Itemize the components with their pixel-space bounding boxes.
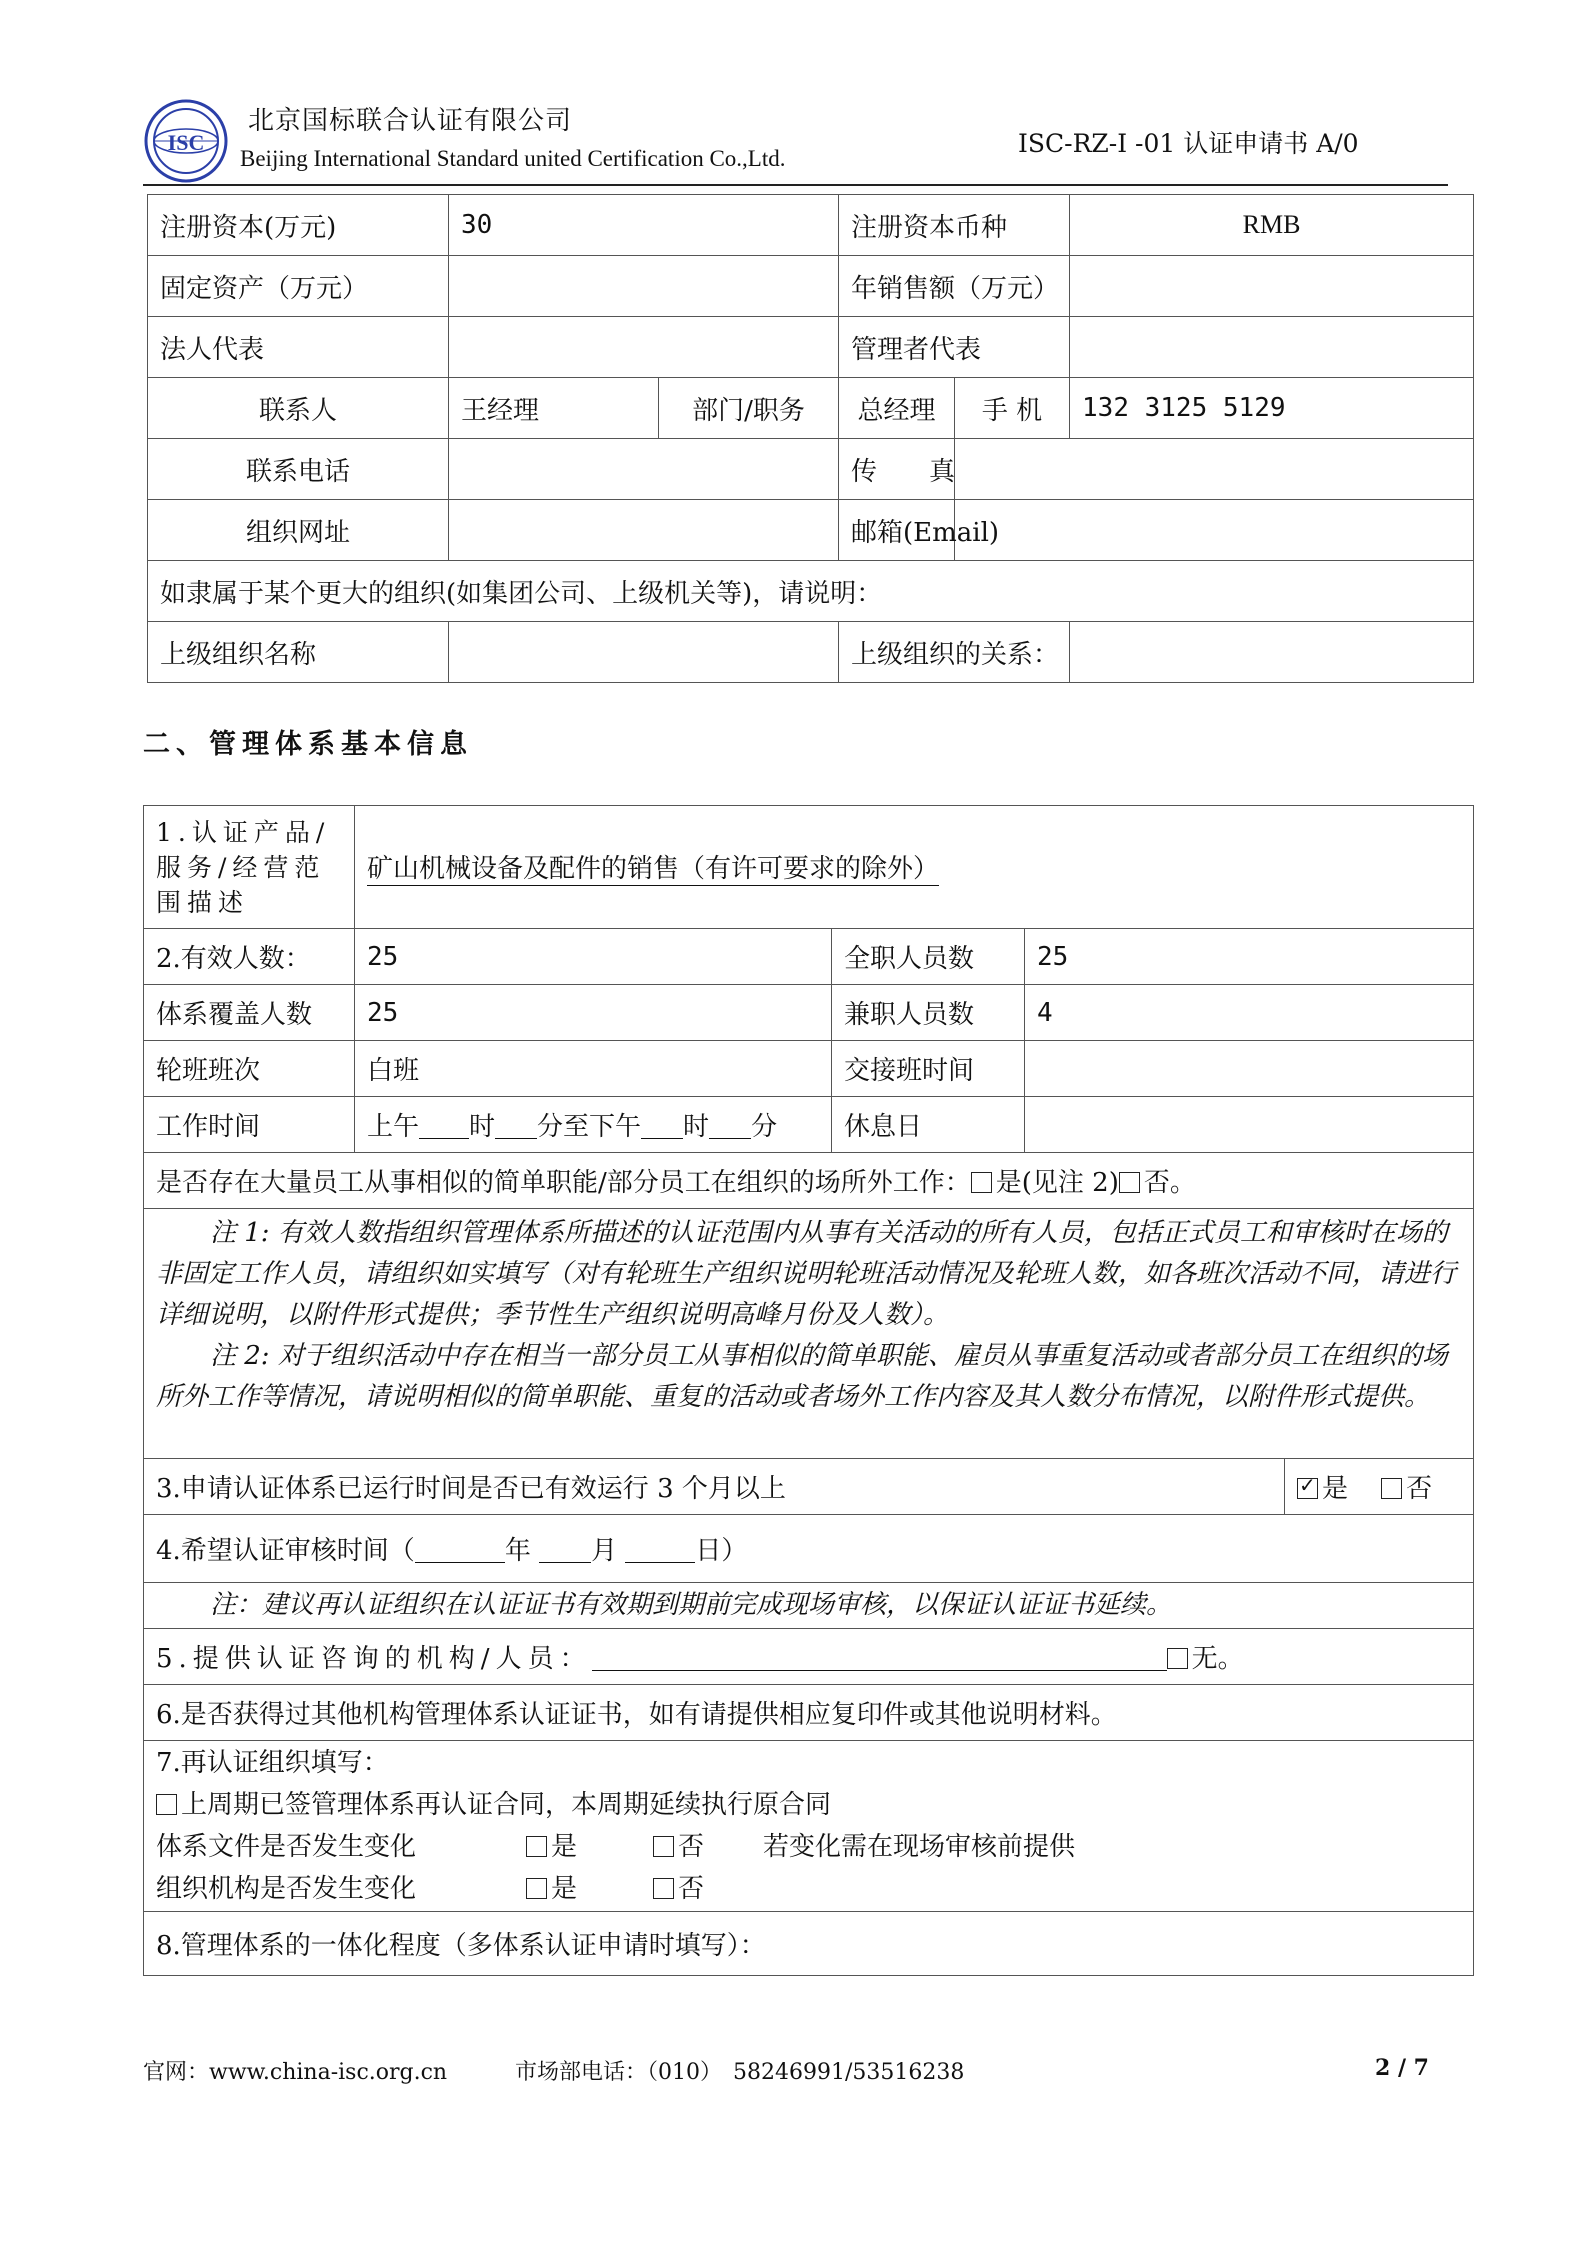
notes-cell: [144, 1209, 1474, 1459]
mgmt-rep-field[interactable]: [1070, 317, 1474, 378]
fulltime-label: 全职人员数: [832, 929, 1025, 985]
fixed-assets-field[interactable]: [449, 256, 839, 317]
logo-text: ISC: [167, 130, 205, 155]
reg-currency-label: 注册资本币种: [839, 195, 1070, 256]
q8-label: 8.管理体系的一体化程度（多体系认证申请时填写）：: [144, 1912, 1474, 1976]
mobile-field[interactable]: 132 3125 5129: [1070, 378, 1474, 439]
wt-pm-hour-blank[interactable]: [641, 1116, 683, 1139]
phone-label: 联系电话: [148, 439, 449, 500]
q7-line1-text: 上周期已签管理体系再认证合同，本周期延续执行原合同: [181, 1790, 832, 1820]
q6-label: 6.是否获得过其他机构管理体系认证证书，如有请提供相应复印件或其他说明材料。: [144, 1685, 1474, 1741]
basic-info-table: [147, 194, 1474, 683]
q4-prefix: 4.希望认证审核时间（: [156, 1536, 415, 1566]
annual-sales-field[interactable]: [1070, 256, 1474, 317]
q4-day-blank[interactable]: [625, 1540, 695, 1563]
wt-pm-min-blank[interactable]: [709, 1116, 751, 1139]
shift-label: 轮班班次: [144, 1041, 355, 1097]
scope-cell: [355, 806, 1474, 929]
q3-yes-label: 是: [1322, 1474, 1349, 1504]
q7-docs-yes-checkbox[interactable]: [526, 1836, 547, 1857]
management-system-table: [143, 805, 1474, 1976]
q7-org-label: 组织机构是否发生变化: [156, 1874, 417, 1904]
wt-am: 上午: [367, 1112, 420, 1142]
q7-docs-no-checkbox[interactable]: [653, 1836, 674, 1857]
q7-continue-checkbox[interactable]: [156, 1794, 177, 1815]
parent-relation-field[interactable]: [1070, 622, 1474, 683]
q7-org-no-label: 否: [678, 1874, 705, 1904]
effective-count-field[interactable]: 25: [355, 929, 832, 985]
q4-year-blank[interactable]: [415, 1540, 505, 1563]
similar-yes-checkbox[interactable]: [971, 1172, 992, 1193]
handover-field[interactable]: [1025, 1041, 1474, 1097]
worktime-label: 工作时间: [144, 1097, 355, 1153]
parent-name-label: 上级组织名称: [148, 622, 449, 683]
reg-capital-field[interactable]: 30: [449, 195, 839, 256]
wt-min: 分: [751, 1112, 778, 1142]
q7-org-row: [156, 1868, 1461, 1910]
q7-docs-row: [156, 1826, 1461, 1868]
q4-note: 注：建议再认证组织在认证证书有效期到期前完成现场审核，以保证认证证书延续。: [144, 1583, 1474, 1629]
q3-yes-checkbox[interactable]: [1297, 1478, 1318, 1499]
q5-row: [144, 1629, 1474, 1685]
shift-field[interactable]: 白班: [355, 1041, 832, 1097]
q3-options: [1285, 1459, 1474, 1515]
contact-field[interactable]: 王经理: [449, 378, 659, 439]
q7-docs-note: 若变化需在现场审核前提供: [763, 1832, 1076, 1862]
wt-am-hour-blank[interactable]: [419, 1116, 469, 1139]
parent-relation-label: 上级组织的关系：: [839, 622, 1070, 683]
similar-question: 是否存在大量员工从事相似的简单职能/部分员工在组织的场所外工作：: [156, 1168, 971, 1198]
similar-no-label: 否。: [1143, 1168, 1196, 1198]
mobile-label: 手 机: [955, 378, 1070, 439]
parttime-label: 兼职人员数: [832, 985, 1025, 1041]
scope-label: 1.认证产品/服务/经营范围描述: [144, 806, 355, 929]
handover-label: 交接班时间: [832, 1041, 1025, 1097]
q5-none-checkbox[interactable]: [1167, 1648, 1188, 1669]
q7-docs-yes-label: 是: [551, 1832, 578, 1862]
wt-hour: 时: [469, 1112, 496, 1142]
section-title: 二、管理体系基本信息: [143, 729, 473, 760]
parent-org-note: 如隶属于某个更大的组织(如集团公司、上级机关等)，请说明：: [148, 561, 1474, 622]
q4-row: [144, 1515, 1474, 1583]
org-name-cn: 北京国标联合认证有限公司: [248, 106, 573, 136]
similar-yes-label: 是(见注 2): [995, 1168, 1119, 1198]
fixed-assets-label: 固定资产（万元）: [148, 256, 449, 317]
effective-count-label: 2.有效人数：: [144, 929, 355, 985]
wt-min-to-pm: 分至下午: [537, 1112, 642, 1142]
legal-rep-label: 法人代表: [148, 317, 449, 378]
q3-no-label: 否: [1406, 1474, 1433, 1504]
worktime-field[interactable]: [355, 1097, 832, 1153]
page-number: 2 / 7: [1375, 2055, 1429, 2081]
similar-no-checkbox[interactable]: [1119, 1172, 1140, 1193]
parent-name-field[interactable]: [449, 622, 839, 683]
scope-field[interactable]: 矿山机械设备及配件的销售（有许可要求的除外）: [367, 848, 939, 886]
org-name-en: Beijing International Standard united Certification Co.,Ltd.: [240, 146, 786, 171]
contact-label: 联系人: [148, 378, 449, 439]
q7-cell: [144, 1741, 1474, 1912]
reg-currency-field[interactable]: RMB: [1070, 195, 1474, 256]
q7-title: 7.再认证组织填写：: [156, 1748, 389, 1778]
fax-field[interactable]: [955, 439, 1474, 500]
q7-org-yes-label: 是: [551, 1874, 578, 1904]
company-logo: [143, 98, 229, 184]
phone-field[interactable]: [449, 439, 839, 500]
q5-field[interactable]: [592, 1648, 1167, 1671]
footer-website: 官网：www.china-isc.org.cn: [143, 2060, 448, 2085]
q7-docs-no-label: 否: [678, 1832, 705, 1862]
email-field[interactable]: [955, 500, 1474, 561]
q3-no-checkbox[interactable]: [1381, 1478, 1402, 1499]
q7-org-yes-checkbox[interactable]: [526, 1878, 547, 1899]
q7-docs-label: 体系文件是否发生变化: [156, 1832, 417, 1862]
q4-month-blank[interactable]: [539, 1540, 591, 1563]
email-label: 邮箱(Email): [839, 500, 955, 561]
parttime-field[interactable]: 4: [1025, 985, 1474, 1041]
q4-month: 月: [591, 1536, 618, 1566]
rest-field[interactable]: [1025, 1097, 1474, 1153]
rest-label: 休息日: [832, 1097, 1025, 1153]
reg-capital-label: 注册资本(万元): [148, 195, 449, 256]
similar-question-row: [144, 1153, 1474, 1209]
coverage-field[interactable]: 25: [355, 985, 832, 1041]
annual-sales-label: 年销售额（万元）: [839, 256, 1070, 317]
fulltime-field[interactable]: 25: [1025, 929, 1474, 985]
q4-day: 日）: [695, 1536, 748, 1566]
q5-none-label: 无。: [1191, 1644, 1244, 1674]
wt-hour2: 时: [683, 1112, 710, 1142]
q7-line1: [156, 1784, 1461, 1826]
mgmt-rep-label: 管理者代表: [839, 317, 1070, 378]
q5-label: 5.提供认证咨询的机构/人员：: [156, 1644, 592, 1674]
website-label: 组织网址: [148, 500, 449, 561]
note-1: 注 1: 有效人数指组织管理体系所描述的认证范围内从事有关活动的所有人员，包括正式员工和审核时在场的非固定工作人员，请组织如实填写（对有轮班生产组织说明轮班活动情况及轮班人数，如各班次活动不同，请进行详细说明，以附件形式提供；季节性生产组织说明高峰月份及人数）。: [156, 1218, 1457, 1330]
fax-label: 传 真: [839, 439, 955, 500]
coverage-label: 体系覆盖人数: [144, 985, 355, 1041]
dept-label: 部门/职务: [659, 378, 839, 439]
q7-org-no-checkbox[interactable]: [653, 1878, 674, 1899]
document-code: ISC-RZ-I -01 认证申请书 A/0: [1018, 129, 1359, 158]
website-field[interactable]: [449, 500, 839, 561]
q4-year: 年: [504, 1536, 531, 1566]
footer-phone: 市场部电话：（010） 58246991/53516238: [515, 2060, 965, 2085]
header-divider: [143, 184, 1448, 186]
q3-label: 3.申请认证体系已运行时间是否已有效运行 3 个月以上: [144, 1459, 1285, 1515]
note-2: 注 2: 对于组织活动中存在相当一部分员工从事相似的简单职能、雇员从事重复活动或者部分员工在组织的场所外工作等情况，请说明相似的简单职能、重复的活动或者场外工作内容及其人数分布情况，以附件形式提供。: [156, 1341, 1448, 1412]
legal-rep-field[interactable]: [449, 317, 839, 378]
dept-field[interactable]: 总经理: [839, 378, 955, 439]
wt-am-min-blank[interactable]: [495, 1116, 537, 1139]
